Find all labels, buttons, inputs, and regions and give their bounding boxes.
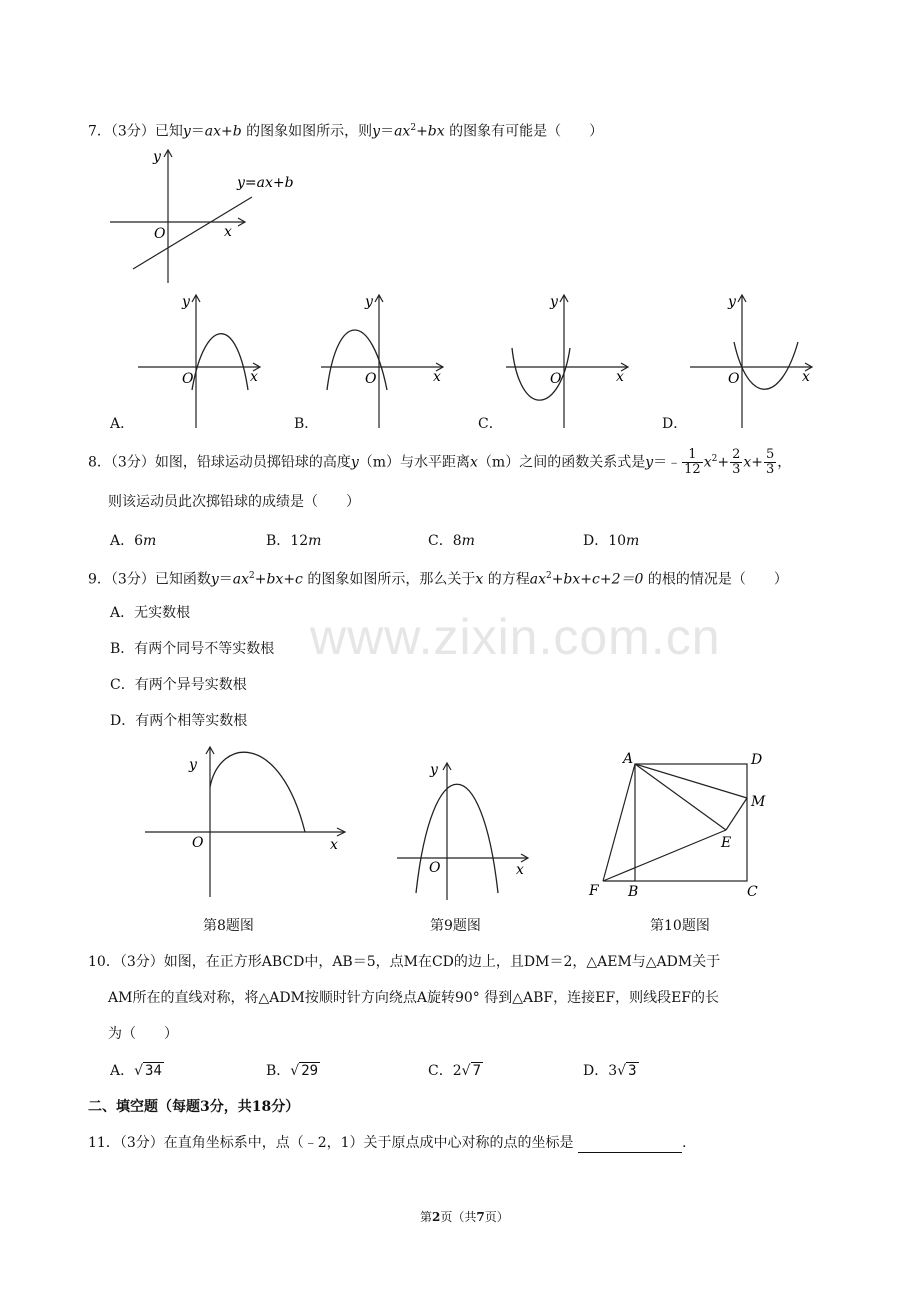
point-a-label: A bbox=[623, 751, 634, 767]
segment-am bbox=[635, 764, 747, 798]
q8-option-d[interactable] bbox=[583, 530, 639, 550]
q9-eq: ＝ bbox=[218, 571, 233, 588]
y-label-c: y bbox=[550, 294, 558, 310]
parabola-a bbox=[192, 334, 248, 390]
frac1-den: 12 bbox=[684, 462, 701, 477]
question-10-line3: 为（ ） bbox=[108, 1026, 178, 1042]
q7-option-b-label[interactable]: B． bbox=[294, 416, 319, 432]
q11-end: . bbox=[682, 1135, 687, 1151]
q9-square2: 2 bbox=[545, 571, 552, 581]
footer-suffix: 页） bbox=[484, 1210, 509, 1224]
q8-x3: x+ bbox=[743, 454, 763, 471]
q8-comma: ， bbox=[777, 454, 792, 471]
y-label-d: y bbox=[728, 294, 736, 310]
origin-label: O bbox=[154, 226, 166, 242]
x-label: x bbox=[330, 837, 338, 853]
q8-square: 2 bbox=[711, 453, 718, 464]
q8-eq: ＝﹣ bbox=[653, 454, 682, 471]
q7-stem-end: 的图象有可能是（ ） bbox=[444, 123, 604, 140]
q7-stem-mid: 的图象如图所示，则 bbox=[241, 123, 373, 140]
graph-option-b bbox=[321, 294, 443, 428]
x-label-b: x bbox=[433, 369, 441, 385]
q10-d-label: D． bbox=[583, 1063, 609, 1079]
frac3-num: 5 bbox=[765, 447, 775, 462]
q9-x: x bbox=[475, 571, 484, 588]
q7-option-graphs bbox=[130, 290, 830, 430]
q7-square: 2 bbox=[410, 123, 417, 133]
q9-option-c[interactable]: C．有两个异号实数根 bbox=[110, 677, 247, 693]
q8-d-label: D．10 bbox=[583, 533, 627, 549]
sqrt-icon: √ bbox=[134, 1063, 144, 1079]
q7-y: y bbox=[182, 123, 191, 140]
caption-q9: 第9题图 bbox=[430, 918, 481, 934]
fraction-1-12 bbox=[682, 448, 703, 477]
question-11 bbox=[88, 1133, 686, 1153]
o-label-b: O bbox=[365, 371, 377, 387]
o-label-d: O bbox=[728, 371, 740, 387]
graph-option-d bbox=[690, 294, 812, 428]
q9-square: 2 bbox=[249, 571, 255, 581]
footer-page-number: 2 bbox=[432, 1210, 441, 1224]
q9-option-d[interactable]: D．有两个相等实数根 bbox=[110, 713, 248, 729]
q9-stem-end: 的根的情况是（ ） bbox=[643, 571, 788, 588]
footer-prefix: 第 bbox=[420, 1210, 433, 1224]
line-y-ax-b bbox=[133, 197, 252, 269]
q7-option-a-label[interactable]: A． bbox=[110, 416, 135, 432]
q10-c-coef: 2 bbox=[452, 1063, 462, 1079]
frac1-num: 1 bbox=[682, 448, 703, 463]
o-label-c: O bbox=[550, 371, 562, 387]
q10-b-radicand: 29 bbox=[301, 1063, 319, 1079]
fig-q9-graph bbox=[392, 758, 537, 903]
frac3-den: 3 bbox=[765, 462, 775, 477]
caption-q10: 第10题图 bbox=[650, 918, 710, 934]
q8-b-label: B．12 bbox=[266, 533, 309, 549]
graph-option-c bbox=[506, 294, 628, 428]
q8-line2: 则该运动员此次掷铅球的成绩是（ ） bbox=[108, 494, 360, 510]
footer-total-pages: 7 bbox=[476, 1210, 485, 1224]
x-label-d: x bbox=[802, 369, 810, 385]
q7-plus-b: +b bbox=[221, 123, 242, 140]
q8-option-c[interactable] bbox=[428, 530, 475, 550]
q9-option-b[interactable]: B．有两个同号不等实数根 bbox=[110, 641, 275, 657]
q10-option-c[interactable] bbox=[428, 1060, 483, 1080]
point-e-label: E bbox=[721, 835, 732, 851]
q7-y2: y bbox=[372, 123, 381, 140]
q9-option-a[interactable]: A．无实数根 bbox=[110, 605, 191, 621]
q8-stem-start: 8．（3分）如图，铅球运动员掷铅球的高度 bbox=[88, 454, 351, 471]
question-10-line2: AM所在的直线对称，将△ADM按顺时针方向绕点A旋转90° 得到△ABF，连接EF，则线段EF的长 bbox=[108, 990, 720, 1006]
q10-d-radicand: 3 bbox=[628, 1063, 637, 1079]
q7-option-d-label[interactable]: D． bbox=[662, 416, 688, 432]
segment-em bbox=[726, 798, 747, 830]
question-7 bbox=[88, 118, 603, 142]
fraction-5-3 bbox=[764, 448, 776, 477]
point-d-label: D bbox=[751, 752, 763, 768]
point-b-label: B bbox=[628, 884, 639, 900]
q8-option-a[interactable] bbox=[110, 530, 156, 550]
q10-a-radicand: 34 bbox=[145, 1063, 162, 1079]
x-label-a: x bbox=[250, 369, 258, 385]
parabola-b bbox=[327, 330, 387, 390]
q9-ax2: ax bbox=[529, 571, 546, 588]
q8-a-label: A．6 bbox=[110, 533, 144, 549]
fraction-2-3 bbox=[730, 448, 742, 477]
q7-ax2: ax bbox=[394, 123, 411, 140]
question-10-line1: 10．（3分）如图，在正方形ABCD中，AB＝5，点M在CD的边上，且DM＝2，△AEM与△ADM关于 bbox=[88, 954, 721, 970]
q8-x2: x bbox=[703, 454, 712, 471]
q9-stem-start: 9．（3分）已知函数 bbox=[88, 571, 211, 588]
sqrt-icon: √ bbox=[617, 1063, 627, 1079]
question-8 bbox=[88, 448, 791, 477]
y-axis-label: y bbox=[153, 149, 161, 165]
q8-a-unit: m bbox=[143, 533, 157, 549]
q10-c-label: C． bbox=[428, 1063, 453, 1079]
line-label: y=ax+b bbox=[237, 175, 294, 191]
o-label: O bbox=[192, 835, 204, 851]
section-heading-fill-blank: 二、填空题（每题3分，共18分） bbox=[88, 1099, 300, 1115]
q7-line-graph bbox=[105, 145, 305, 285]
x-label-c: x bbox=[616, 369, 624, 385]
q7-stem-start: 7．（3分）已知 bbox=[88, 123, 183, 140]
q9-bxc: +bx+c bbox=[254, 571, 303, 588]
q8-y: y bbox=[350, 454, 359, 471]
parabola-q9 bbox=[416, 784, 498, 893]
q10-option-d[interactable] bbox=[583, 1060, 639, 1080]
watermark: www.zixin.com.cn bbox=[310, 609, 721, 665]
q8-x: x bbox=[470, 454, 478, 471]
o-label-a: O bbox=[182, 371, 194, 387]
q7-eq: ＝ bbox=[190, 123, 205, 140]
q8-stem-m1: （m）与水平距离 bbox=[358, 454, 471, 471]
parabola-d bbox=[734, 342, 798, 389]
q10-c-radicand: 7 bbox=[472, 1063, 481, 1079]
y-label: y bbox=[430, 762, 438, 778]
q8-plus: + bbox=[717, 454, 730, 471]
q10-b-label: B． bbox=[266, 1063, 291, 1079]
x-label: x bbox=[516, 862, 524, 878]
segment-af bbox=[603, 764, 635, 881]
q10-a-label: A． bbox=[110, 1063, 135, 1079]
q8-stem-m2: （m）之间的函数关系式是 bbox=[477, 454, 646, 471]
fig-q10-square bbox=[585, 748, 775, 903]
q8-d-unit: m bbox=[626, 533, 640, 549]
segment-ae bbox=[635, 764, 726, 830]
q10-d-coef: 3 bbox=[608, 1063, 618, 1079]
page-footer bbox=[420, 1208, 509, 1225]
o-label: O bbox=[429, 860, 441, 876]
question-9 bbox=[88, 566, 788, 590]
q8-b-unit: m bbox=[308, 533, 322, 549]
q11-stem: 11．（3分）在直角坐标系中，点（﹣2，1）关于原点成中心对称的点的坐标是 bbox=[88, 1135, 574, 1151]
q8-option-b[interactable] bbox=[266, 530, 321, 550]
x-axis-label: x bbox=[224, 224, 232, 240]
q7-eq2: ＝ bbox=[380, 123, 395, 140]
y-label: y bbox=[189, 757, 197, 773]
q9-stem-eq: 的方程 bbox=[483, 571, 530, 588]
q9-stem-mid: 的图象如图所示，那么关于 bbox=[302, 571, 476, 588]
graph-option-a bbox=[138, 294, 260, 428]
q7-option-c-label[interactable]: C． bbox=[478, 416, 503, 432]
sqrt-icon: √ bbox=[290, 1063, 300, 1079]
trajectory-curve bbox=[210, 752, 305, 832]
y-label-a: y bbox=[182, 294, 190, 310]
sqrt-icon: √ bbox=[461, 1063, 471, 1079]
q9-ax: ax bbox=[232, 571, 249, 588]
q8-y2: y bbox=[645, 454, 654, 471]
q7-ax: ax bbox=[204, 123, 221, 140]
q7-bx: +bx bbox=[416, 123, 445, 140]
point-c-label: C bbox=[747, 884, 758, 900]
y-label-b: y bbox=[365, 294, 373, 310]
caption-q8: 第8题图 bbox=[203, 918, 254, 934]
point-m-label: M bbox=[751, 794, 766, 810]
q8-c-unit: m bbox=[461, 533, 475, 549]
frac2-num: 2 bbox=[732, 447, 741, 462]
q10-option-b[interactable] bbox=[266, 1060, 320, 1080]
q9-bxc2: +bx+c+2＝0 bbox=[551, 571, 644, 588]
footer-mid: 页（共 bbox=[440, 1210, 477, 1224]
answer-blank[interactable] bbox=[578, 1138, 682, 1153]
segment-fe bbox=[603, 830, 726, 881]
q9-y: y bbox=[210, 571, 219, 588]
q8-c-label: C．8 bbox=[428, 533, 462, 549]
frac2-den: 3 bbox=[732, 462, 741, 477]
point-f-label: F bbox=[589, 883, 599, 899]
q10-option-a[interactable] bbox=[110, 1060, 164, 1080]
fig-q8-graph bbox=[140, 742, 355, 902]
